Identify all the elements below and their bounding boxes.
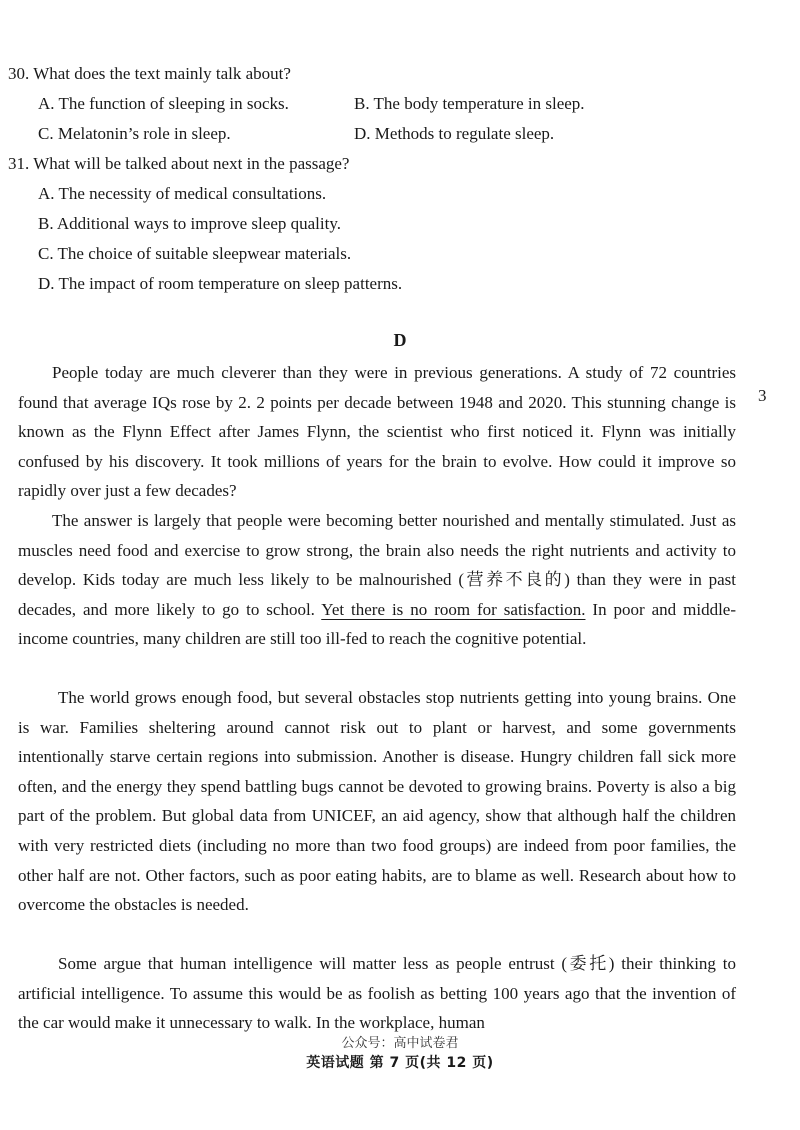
question-31-option-d: D. The impact of room temperature on sleep patterns. [38, 274, 403, 293]
passage-title: D [393, 330, 407, 350]
question-31-option-a: A. The necessity of medical consultations. [38, 184, 327, 203]
question-31-option-b: B. Additional ways to improve sleep quality. [38, 214, 341, 233]
page-footer: 英语试题 第 7 页(共 12 页) [306, 1055, 494, 1071]
watermark-text: 公众号：高中试卷君 [341, 1036, 459, 1051]
passage-paragraph-4: Some argue that human intelligence will matter less as people entrust (委托) their thinking to artificial intelligence. To assume this would be as foolish as betting 100 years ago that the invention of the car would make it unnecessary to walk. In the workplace, human [18, 954, 736, 1033]
question-31-option-c: C. The choice of suitable sleepwear materials. [38, 244, 352, 263]
question-31-stem: 31. What will be talked about next in the passage? [8, 154, 350, 173]
question-30-stem: 30. What does the text mainly talk about? [8, 64, 291, 83]
passage-paragraph-3: The world grows enough food, but several obstacles stop nutrients getting into young brains. One is war. Families sheltering around cannot risk out to plant or harvest, and some governments intentionally starve certain regions into submission. Another is disease. Hungry children fall sick more often, and the energy they spend battling bugs cannot be devoted to growing brains. Poverty is also a big part of the problem. But global data from UNICEF, an aid agency, show that although half the children with very restricted diets (including no more than two food groups) are indeed from poor families, the other half are not. Other factors, such as poor eating habits, are to blame as well. Research about how to overcome the obstacles is needed. [18, 688, 736, 915]
question-30-option-d: D. Methods to regulate sleep. [354, 124, 555, 143]
question-30-option-b: B. The body temperature in sleep. [354, 94, 585, 113]
question-30-option-a: A. The function of sleeping in socks. [38, 94, 289, 113]
passage-paragraph-2 [18, 506, 736, 654]
paragraph-2-text-after: In poor and middle-income countries, many children are still too ill-fed to reach the cognitive potential. [18, 599, 736, 649]
paragraph-2-text-before: The answer is largely that people were becoming better nourished and mentally stimulated. Just as muscles need food and exercise to grow strong, the brain also needs the right nutrients and activity to develop. Kids today are much less likely to be malnourished (营养不良的) than they were in past decades, and more likely to go to school. [18, 511, 736, 619]
question-30-option-c: C. Melatonin’s role in sleep. [38, 124, 231, 143]
underlined-sentence: Yet there is no room for satisfaction. [321, 599, 586, 619]
margin-mark: 3 [758, 386, 767, 405]
passage-paragraph-1: People today are much cleverer than they were in previous generations. A study of 72 countries found that average IQs rose by 2. 2 points per decade between 1948 and 2020. This stunning change is known as the Flynn Effect after James Flynn, the scientist who first noticed it. Flynn was initially confused by his discovery. It took millions of years for the brain to evolve. How could it improve so rapidly over just a few decades? [18, 363, 736, 501]
